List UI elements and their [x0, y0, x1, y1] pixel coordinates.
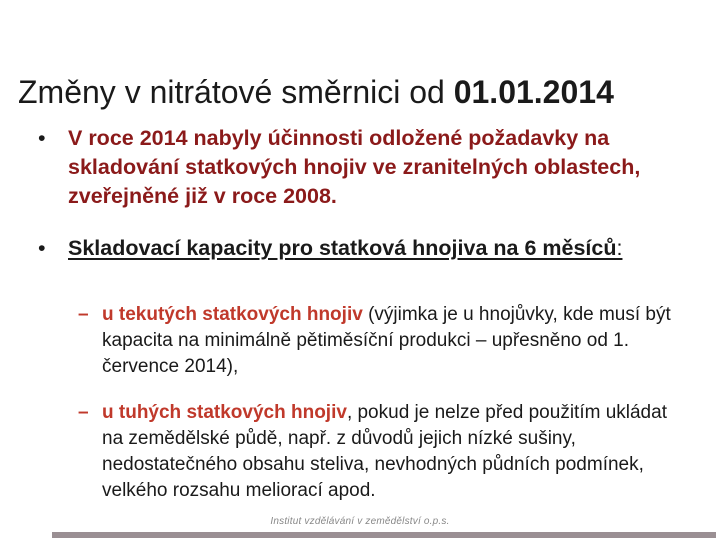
bullet-marker: •	[38, 236, 46, 260]
footer-divider	[52, 532, 716, 538]
bullet-item-storage-capacity	[38, 234, 668, 263]
title-date: 01.01.2014	[453, 74, 614, 110]
sub-bullet-emphasis: u tuhých statkových hnojiv	[102, 402, 347, 423]
bullet-marker: •	[38, 126, 46, 150]
bullet-text: V roce 2014 nabyly účinnosti odložené požadavky na skladování statkových hnojiv ve zranitelných oblastech, zveřejněné již v roce 2008.	[68, 126, 641, 208]
slide-title	[18, 72, 708, 112]
sub-bullet-emphasis: u tekutých statkových hnojiv	[102, 304, 363, 325]
sub-bullet-marker: –	[78, 402, 89, 423]
bullet-item-storage-requirements	[38, 124, 668, 211]
title-main: Změny v nitrátové směrnici od	[18, 74, 454, 110]
sub-bullet-solid-manure	[78, 400, 678, 504]
sub-bullet-text: , pokud je nelze před použitím ukládat na zemědělské půdě, např. z důvodů jejich nízké sušiny, nedostatečného obsahu steliva, nevhodných půdních podmínek, velkého rozsahu meliorací apod.	[102, 402, 667, 501]
sub-bullet-marker: –	[78, 304, 89, 325]
sub-bullet-liquid-manure	[78, 302, 678, 380]
bullet-text: Skladovací kapacity pro statková hnojiva na 6 měsíců	[68, 236, 617, 260]
footer-organization: Institut vzdělávání v zemědělství o.p.s.	[270, 516, 450, 527]
bullet-suffix: :	[616, 236, 623, 260]
sub-bullet-text: (výjimka je u hnojůvky, kde musí být kapacita na minimálně pětiměsíční produkci – upřesněno od 1. července 2014),	[102, 304, 671, 377]
